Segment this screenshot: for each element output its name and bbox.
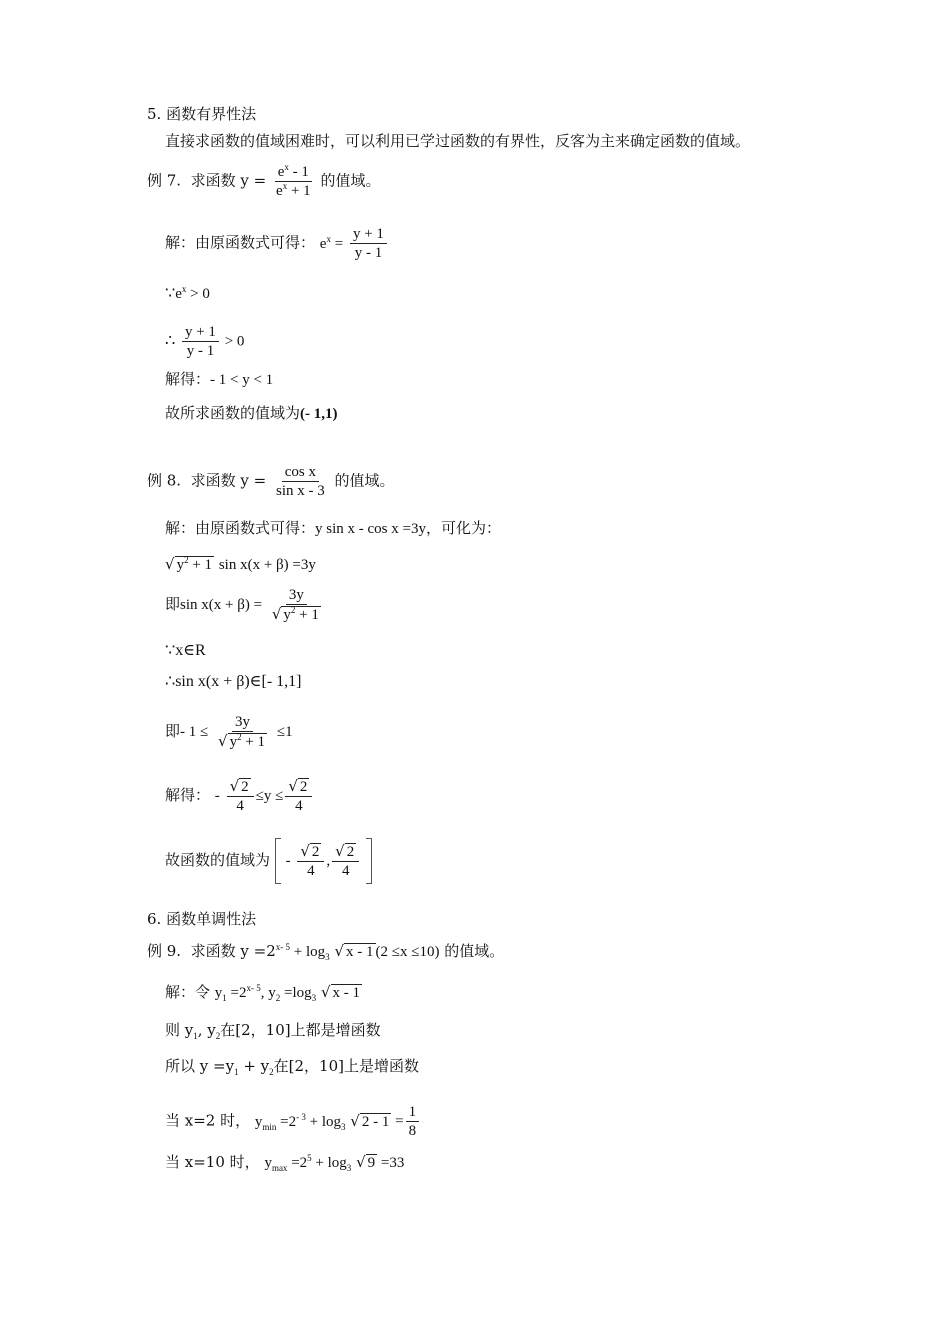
example-9-suffix: 的值域。 — [444, 942, 505, 960]
solve-right-denominator: 4 — [295, 798, 303, 814]
line-2-tail: sin x(x + β) =3y — [218, 557, 316, 573]
line-5-lead: 当 x=10 时， — [165, 1153, 260, 1171]
example-8-denominator: sin x - 3 — [276, 483, 325, 499]
example-8-therefore-line — [165, 671, 302, 692]
line-3-lead: 即 — [165, 595, 181, 613]
example-9-label: 例 9. — [147, 942, 182, 960]
sqrt-expression — [165, 554, 214, 575]
sqrt-icon: √ — [218, 732, 228, 750]
y1-equals: =2 — [226, 985, 247, 1001]
solution-lhs: e — [319, 235, 327, 252]
sqrt-icon: √ — [300, 842, 310, 860]
sqrt-icon: √ — [356, 1153, 366, 1171]
y1-symbol: y — [214, 985, 223, 1001]
ymin-radicand: 2 - 1 — [361, 1113, 390, 1130]
line-3-tail: 在[2，10]上是增函数 — [273, 1057, 419, 1075]
example-7-label: 例 7. — [147, 171, 182, 190]
example-7-fraction — [273, 163, 314, 200]
sqrt-icon: √ — [229, 777, 240, 795]
y2-radicand: x - 1 — [332, 985, 360, 1001]
example-9-line-2 — [165, 1020, 381, 1040]
example-7-solution-line — [165, 225, 389, 262]
line-6-denominator-base: y — [229, 734, 238, 750]
example-7-therefore-line — [165, 323, 244, 360]
example-9-log-base: 3 — [325, 952, 330, 962]
example-9-prompt: 求函数 y =2 — [190, 942, 276, 960]
therefore-fraction — [182, 323, 219, 360]
fraction-denominator-exponent: x — [282, 181, 288, 191]
ymax-log: + log — [311, 1155, 347, 1171]
line-3-b-subscript: 2 — [269, 1067, 274, 1077]
ymin-symbol: y — [254, 1113, 263, 1130]
conclusion-left-radicand: 2 — [311, 844, 320, 860]
example-8-because-line — [165, 640, 206, 661]
line-2-a-subscript: 1 — [193, 1031, 198, 1041]
line-3-denominator-base: y — [283, 607, 291, 623]
sqrt-icon: √ — [350, 1111, 360, 1130]
line-3-denominator-tail: + 1 — [295, 607, 319, 623]
solution-fraction-numerator: y + 1 — [350, 225, 387, 244]
example-7-solve-line — [165, 369, 273, 390]
solve-lead: 解得： — [165, 786, 211, 804]
ymin-log: + log — [305, 1113, 342, 1130]
example-8-line — [147, 463, 395, 500]
example-7-prompt: 求函数 y = — [190, 171, 267, 190]
fraction-denominator-base: e — [276, 183, 283, 199]
because-base: e — [175, 286, 182, 302]
ymax-radicand: 9 — [367, 1155, 376, 1171]
conclusion-left-denominator: 4 — [307, 863, 315, 879]
solve-lead: 解得： — [165, 370, 211, 388]
therefore-symbol: ∴ — [165, 330, 176, 350]
conclusion-right-denominator: 4 — [341, 863, 350, 879]
solution-lead: 解：由原函数式可得： — [165, 233, 316, 252]
solve-left-radicand: 2 — [241, 779, 249, 795]
solve-fraction-left — [227, 777, 254, 815]
ymin-fraction — [406, 1103, 420, 1140]
ymin-exponent: - 3 — [296, 1111, 306, 1122]
solve-middle: ≤y ≤ — [255, 788, 284, 804]
solve-left-denominator: 4 — [236, 798, 244, 814]
section-5-intro: 直接求函数的值域困难时，可以利用已学过函数的有界性，反客为主来确定函数的值域。 — [165, 132, 751, 150]
example-9-line-5 — [165, 1152, 404, 1173]
line-6-fraction — [215, 713, 270, 751]
section-5-title: 5. 函数有界性法 — [147, 105, 257, 123]
sqrt-exponent: 2 — [184, 555, 189, 565]
solution-lead: 解：令 — [165, 983, 211, 1001]
solution-expression: y sin x - cos x =3y — [315, 521, 426, 537]
example-8-solve-line — [165, 777, 314, 815]
ymin-equals: =2 — [276, 1113, 297, 1130]
conclusion-fraction-right — [332, 842, 359, 880]
ymin-equals-2: = — [391, 1113, 404, 1130]
solve-expression: - 1 < y < 1 — [210, 372, 274, 388]
ymax-result: =33 — [377, 1155, 405, 1171]
example-8-solution-line — [165, 518, 501, 539]
example-9-line — [147, 941, 504, 962]
solution-fraction-denominator: y - 1 — [354, 245, 383, 261]
example-9-domain: (2 ≤x ≤10) — [375, 944, 440, 960]
ymin-log-base: 3 — [341, 1121, 346, 1132]
section-6-title: 6. 函数单调性法 — [147, 910, 257, 928]
example-8-line-6 — [165, 713, 293, 751]
fraction-numerator-exponent: x — [284, 162, 289, 172]
line-3-a-subscript: 1 — [234, 1067, 239, 1077]
right-bracket — [366, 838, 372, 884]
y2-symbol: , y — [260, 985, 276, 1001]
conclusion-right-radicand: 2 — [346, 844, 355, 860]
sqrt-icon: √ — [320, 983, 331, 1001]
solve-minus: - — [214, 788, 220, 804]
fraction-numerator-base: e — [277, 164, 285, 180]
example-9-solution-line — [165, 982, 362, 1003]
example-8-line-3 — [165, 586, 326, 624]
ymax-log-base: 3 — [346, 1163, 352, 1173]
solution-lhs-exponent: x — [326, 233, 331, 244]
line-6-denominator-exponent: 2 — [237, 732, 242, 742]
line-6-denominator-tail: + 1 — [241, 734, 266, 750]
ymax-symbol: y — [264, 1155, 272, 1171]
line-3-lhs: sin x(x + β) = — [180, 597, 263, 613]
sqrt-icon: √ — [288, 777, 298, 795]
line-2-b-subscript: 2 — [215, 1031, 221, 1041]
ymin-denominator: 8 — [408, 1123, 417, 1139]
example-7-conclusion-line — [165, 403, 338, 424]
example-8-prompt: 求函数 y = — [190, 471, 267, 490]
line-6-tail: ≤1 — [276, 724, 293, 740]
line-6-lead: 即 — [165, 722, 181, 740]
example-8-line-2 — [165, 554, 316, 575]
therefore-tail: > 0 — [220, 333, 245, 350]
ymax-subscript: max — [271, 1163, 288, 1173]
line-3-numerator: 3y — [286, 586, 307, 605]
therefore-symbol: ∴ — [165, 671, 176, 690]
conclusion-text: 故函数的值域为 — [165, 851, 271, 869]
ymin-subscript: min — [262, 1121, 277, 1132]
line-2-b: , y — [197, 1021, 216, 1039]
example-9-line-4 — [165, 1103, 421, 1140]
sqrt-icon: √ — [334, 942, 344, 960]
solve-right-radicand: 2 — [299, 779, 308, 795]
line-3-fraction — [269, 586, 324, 624]
ymax-exponent: 5 — [307, 1153, 312, 1163]
example-9-radicand: x - 1 — [346, 944, 374, 960]
line-3-b: + y — [238, 1057, 270, 1075]
line-2-tail: 在[2，10]上都是增函数 — [220, 1021, 381, 1039]
because-symbol: ∵ — [165, 283, 176, 302]
sqrt-base: y — [176, 557, 185, 573]
because-exponent: x — [181, 284, 187, 294]
example-9-log: + log — [290, 944, 326, 960]
ymin-numerator: 1 — [406, 1103, 420, 1122]
conclusion-interval: (- 1,1) — [300, 406, 338, 422]
fraction-denominator-tail: + 1 — [287, 183, 311, 199]
conclusion-minus: - — [285, 853, 291, 869]
because-tail: > 0 — [186, 286, 210, 302]
fraction-numerator-tail: - 1 — [288, 164, 309, 180]
sqrt-icon: √ — [165, 555, 175, 573]
conclusion-text: 故所求函数的值域为 — [165, 404, 301, 422]
conclusion-comma: , — [326, 853, 331, 869]
solve-fraction-right — [285, 777, 312, 815]
because-expression: x∈R — [175, 642, 206, 659]
example-9-line-3 — [165, 1056, 419, 1076]
line-3-denominator-exponent: 2 — [290, 605, 296, 615]
therefore-expression: sin x(x + β)∈[- 1,1] — [175, 673, 302, 690]
line-6-lhs: - 1 ≤ — [180, 724, 209, 740]
conclusion-fraction-left — [297, 842, 324, 880]
line-2-a: 则 y — [165, 1021, 194, 1039]
example-8-numerator: cos x — [282, 463, 319, 482]
line-3-a: 所以 y =y — [165, 1057, 235, 1075]
because-symbol: ∵ — [165, 640, 176, 659]
y2-subscript: 2 — [275, 993, 281, 1003]
sqrt-tail: + 1 — [188, 557, 213, 573]
example-8-suffix: 的值域。 — [334, 471, 395, 490]
example-7-suffix: 的值域。 — [320, 171, 381, 190]
line-6-numerator: 3y — [232, 713, 253, 732]
ymax-equals: =2 — [287, 1155, 308, 1171]
therefore-fraction-denominator: y - 1 — [186, 343, 215, 359]
y2-equals: =log — [280, 985, 312, 1001]
solution-tail: ，可化为： — [425, 519, 501, 537]
example-7-because-line — [165, 283, 210, 304]
example-8-label: 例 8. — [147, 471, 182, 490]
solution-equals: = — [330, 235, 344, 252]
solution-fraction — [350, 225, 387, 262]
sqrt-icon: √ — [271, 605, 282, 623]
y1-subscript: 1 — [222, 993, 227, 1003]
solution-lead: 解：由原函数式可得： — [165, 519, 316, 537]
sqrt-icon: √ — [335, 842, 345, 860]
example-9-exponent: x- 5 — [275, 942, 291, 952]
example-7-line — [147, 163, 380, 200]
therefore-fraction-numerator: y + 1 — [182, 323, 219, 342]
example-8-fraction — [273, 463, 328, 500]
line-4-lead: 当 x=2 时， — [165, 1111, 251, 1130]
example-8-conclusion-line — [165, 838, 372, 884]
left-bracket — [275, 838, 281, 884]
y2-log-base: 3 — [311, 993, 317, 1003]
y1-exponent: x- 5 — [246, 983, 261, 993]
